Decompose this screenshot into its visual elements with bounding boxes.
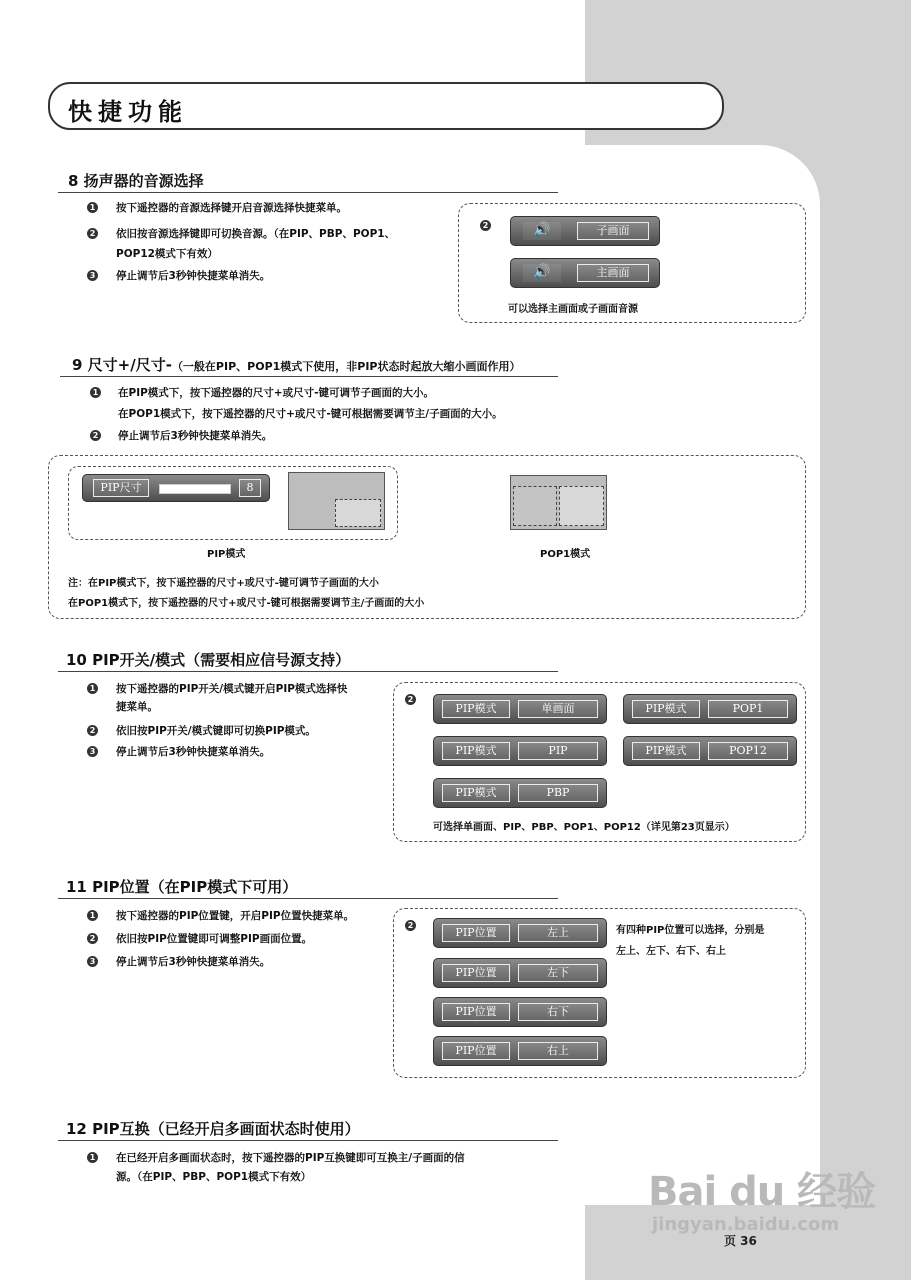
- step-2-icon: 2: [87, 228, 98, 239]
- s8-osd-sub-value: 子画面: [577, 222, 649, 240]
- s8-step-2: 依旧按音源选择键即可切换音源。（在PIP、PBP、POP1、: [116, 228, 396, 240]
- section-8-title: 8 扬声器的音源选择: [68, 172, 204, 190]
- s10-step-2: 依旧按PIP开关/模式键即可切换PIP模式。: [116, 725, 316, 737]
- s10-osd-pbp: [433, 778, 607, 808]
- page-title-box: [48, 82, 724, 130]
- pip-caption: PIP模式: [207, 549, 246, 560]
- s9-note-2: 在POP1模式下，按下遥控器的尺寸+或尺寸-键可根据需要调节主/子画面的大小: [68, 598, 425, 609]
- s11-osd-label: PIP位置: [442, 1042, 510, 1060]
- s10-osd-label: PIP模式: [442, 742, 510, 760]
- s11-osd-label: PIP位置: [442, 964, 510, 982]
- step-1-icon: 1: [87, 683, 98, 694]
- step-1-icon: 1: [87, 1152, 98, 1163]
- s10-osd-label: PIP模式: [632, 742, 700, 760]
- step-2-icon: 2: [87, 725, 98, 736]
- s11-option-top-left: 左上: [518, 924, 598, 942]
- s10-osd-pop12: [623, 736, 797, 766]
- baidu-watermark-url: jingyan.baidu.com: [652, 1214, 840, 1235]
- s10-osd-pip: [433, 736, 607, 766]
- section-9-rule: [60, 376, 558, 377]
- s9-note-1: 注：在PIP模式下，按下遥控器的尺寸+或尺寸-键可调节子画面的大小: [68, 578, 379, 589]
- section-9-subtitle: （一般在PIP、POP1模式下使用，非PIP状态时起放大缩小画面作用）: [171, 360, 521, 373]
- s10-step-3: 停止调节后3秒钟快捷菜单消失。: [116, 746, 271, 758]
- s10-caption: 可选择单画面、PIP、PBP、POP1、POP12（详见第23页显示）: [433, 822, 735, 833]
- pop-sub-window: [559, 486, 604, 526]
- step-3-icon: 3: [87, 270, 98, 281]
- pop-screen-diagram: [510, 475, 607, 530]
- s10-step-1: 按下遥控器的PIP开关/模式键开启PIP模式选择快: [116, 683, 348, 695]
- pip-subwindow: [335, 499, 381, 527]
- s10-option-pop12: POP12: [708, 742, 788, 760]
- s9-osd-label: PIP尺寸: [93, 479, 149, 497]
- s10-osd-pop1: [623, 694, 797, 724]
- s8-osd-main: [510, 258, 660, 288]
- s11-osd-label: PIP位置: [442, 924, 510, 942]
- step-1-icon: 1: [87, 910, 98, 921]
- s12-step-1: 在已经开启多画面状态时，按下遥控器的PIP互换键即可互换主/子画面的信: [116, 1152, 465, 1164]
- s9-step-1b: 在POP1模式下，按下遥控器的尺寸+或尺寸-键可根据需要调节主/子画面的大小。: [118, 408, 503, 420]
- step-3-icon: 3: [87, 956, 98, 967]
- speaker-icon: 🔊: [523, 264, 561, 282]
- s10-option-pop1: POP1: [708, 700, 788, 718]
- s8-step-1: 按下遥控器的音源选择键开启音源选择快捷菜单。: [116, 202, 347, 214]
- s11-osd-top-left: [433, 918, 607, 948]
- speaker-icon: 🔊: [523, 222, 561, 240]
- s11-side-text-2: 左上、左下、右下、右上: [616, 946, 726, 957]
- s9-osd-value: 8: [239, 479, 261, 497]
- s11-osd-top-right: [433, 1036, 607, 1066]
- s10-osd-single: [433, 694, 607, 724]
- page-title: 快捷功能: [68, 98, 188, 126]
- s8-caption: 可以选择主画面或子画面音源: [508, 304, 638, 315]
- step-3-icon: 3: [87, 746, 98, 757]
- step-2-icon: 2: [90, 430, 101, 441]
- step-1-icon: 1: [90, 387, 101, 398]
- section-8-rule: [58, 192, 558, 193]
- s11-option-top-right: 右上: [518, 1042, 598, 1060]
- s10-osd-label: PIP模式: [632, 700, 700, 718]
- pop-caption: POP1模式: [540, 549, 591, 560]
- s12-step-1b: 源。（在PIP、PBP、POP1模式下有效）: [116, 1171, 312, 1183]
- s8-step-2b: POP12模式下有效）: [116, 248, 218, 260]
- section-11-title: 11 PIP位置（在PIP模式下可用）: [66, 878, 298, 896]
- s11-option-bottom-right: 右下: [518, 1003, 598, 1021]
- s10-osd-label: PIP模式: [442, 700, 510, 718]
- s11-option-bottom-left: 左下: [518, 964, 598, 982]
- section-10-title: 10 PIP开关/模式（需要相应信号源支持）: [66, 651, 351, 669]
- step-2-icon: 2: [87, 933, 98, 944]
- s8-osd-main-value: 主画面: [577, 264, 649, 282]
- s9-osd-size: [82, 474, 270, 502]
- s9-step-1: 在PIP模式下，按下遥控器的尺寸+或尺寸-键可调节子画面的大小。: [118, 387, 434, 399]
- s11-osd-bottom-left: [433, 958, 607, 988]
- s10-step-1b: 捷菜单。: [116, 701, 158, 713]
- s10-option-pip: PIP: [518, 742, 598, 760]
- s9-size-bar: [159, 484, 231, 494]
- s8-step-3: 停止调节后3秒钟快捷菜单消失。: [116, 270, 271, 282]
- s10-badge: 2: [405, 694, 416, 705]
- pip-screen-diagram: [288, 472, 385, 530]
- s9-step-2: 停止调节后3秒钟快捷菜单消失。: [118, 430, 273, 442]
- step-1-icon: 1: [87, 202, 98, 213]
- s8-osd-sub: [510, 216, 660, 246]
- s11-badge: 2: [405, 920, 416, 931]
- section-10-rule: [58, 671, 558, 672]
- s11-step-2: 依旧按PIP位置键即可调整PIP画面位置。: [116, 933, 313, 945]
- section-9-title-main: 9 尺寸+/尺寸-: [72, 356, 172, 374]
- page-number: 页 36: [724, 1234, 757, 1248]
- s11-step-1: 按下遥控器的PIP位置键，开启PIP位置快捷菜单。: [116, 910, 355, 922]
- s11-step-3: 停止调节后3秒钟快捷菜单消失。: [116, 956, 271, 968]
- section-12-rule: [58, 1140, 558, 1141]
- s10-option-single: 单画面: [518, 700, 598, 718]
- section-9-title: [72, 354, 521, 375]
- s11-osd-label: PIP位置: [442, 1003, 510, 1021]
- s11-side-text-1: 有四种PIP位置可以选择，分别是: [616, 925, 765, 936]
- section-11-rule: [58, 898, 558, 899]
- s10-osd-label: PIP模式: [442, 784, 510, 802]
- s8-badge: 2: [480, 220, 491, 231]
- section-12-title: 12 PIP互换（已经开启多画面状态时使用）: [66, 1120, 360, 1138]
- s10-option-pbp: PBP: [518, 784, 598, 802]
- s11-osd-bottom-right: [433, 997, 607, 1027]
- pop-main-window: [513, 486, 557, 526]
- s9-size-bar-fill: [160, 485, 199, 493]
- baidu-watermark-logo: Bai du 经验: [648, 1169, 876, 1215]
